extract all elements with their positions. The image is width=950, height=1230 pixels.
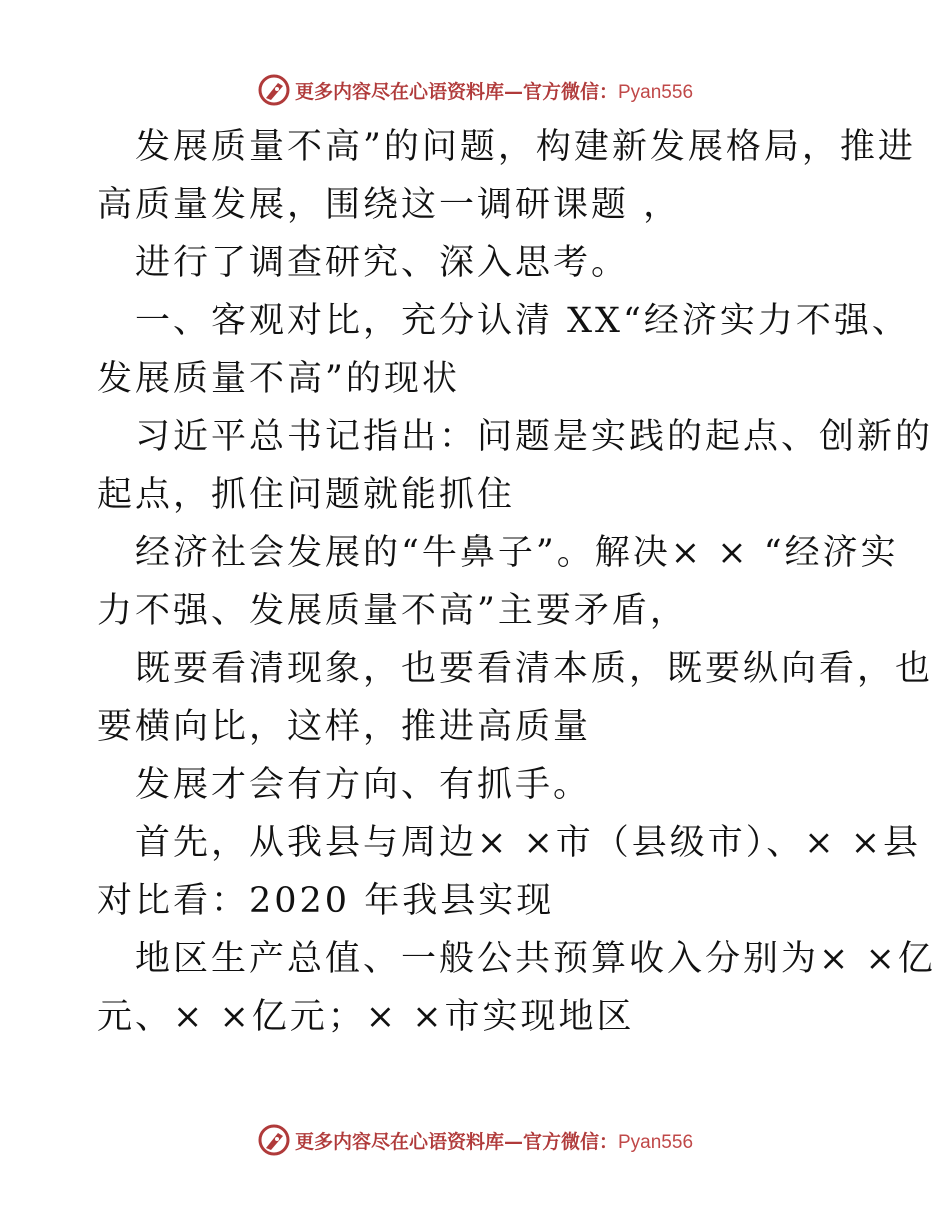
pen-nib-logo-icon (257, 1123, 291, 1157)
body-line: 首先，从我县与周边× ×市（县级市）、× ×县 (135, 823, 922, 863)
body-line: 力不强、发展质量不高”主要矛盾， (97, 591, 688, 631)
body-line: 进行了调查研究、深入思考。 (135, 243, 630, 283)
body-line: 对比看：2020 年我县实现 (97, 881, 555, 921)
section-heading: 一、客观对比，充分认清 XX“经济实力不强、 (135, 301, 910, 341)
footer-banner (0, 1120, 950, 1160)
pen-nib-logo-icon (257, 73, 291, 107)
body-line: 发展才会有方向、有抓手。 (135, 765, 592, 805)
body-line: 要横向比，这样，推进高质量 (97, 707, 592, 747)
footer-banner-text: 更多内容尽在心语资料库—官方微信：Pyan556 (294, 1130, 694, 1153)
header-banner (0, 70, 950, 110)
wechat-id: Pyan556 (618, 1131, 694, 1153)
body-line: 地区生产总值、一般公共预算收入分别为× ×亿 (135, 939, 936, 979)
body-line: 经济社会发展的“牛鼻子”。解决× × “经济实 (135, 533, 899, 573)
body-line: 既要看清现象，也要看清本质，既要纵向看，也 (135, 649, 934, 689)
header-banner-text: 更多内容尽在心语资料库—官方微信：Pyan556 (294, 80, 694, 103)
body-line: 元、× ×亿元；× ×市实现地区 (97, 997, 635, 1037)
body-line: 起点，抓住问题就能抓住 (97, 475, 516, 515)
document-body (97, 118, 936, 1046)
section-heading-cont: 发展质量不高”的现状 (97, 359, 460, 399)
body-line: 习近平总书记指出：问题是实践的起点、创新的 (135, 417, 934, 457)
wechat-id: Pyan556 (618, 81, 694, 103)
body-line: 高质量发展，围绕这一调研课题 ， (97, 185, 682, 225)
body-line: 发展质量不高”的问题，构建新发展格局，推进 (135, 127, 916, 167)
